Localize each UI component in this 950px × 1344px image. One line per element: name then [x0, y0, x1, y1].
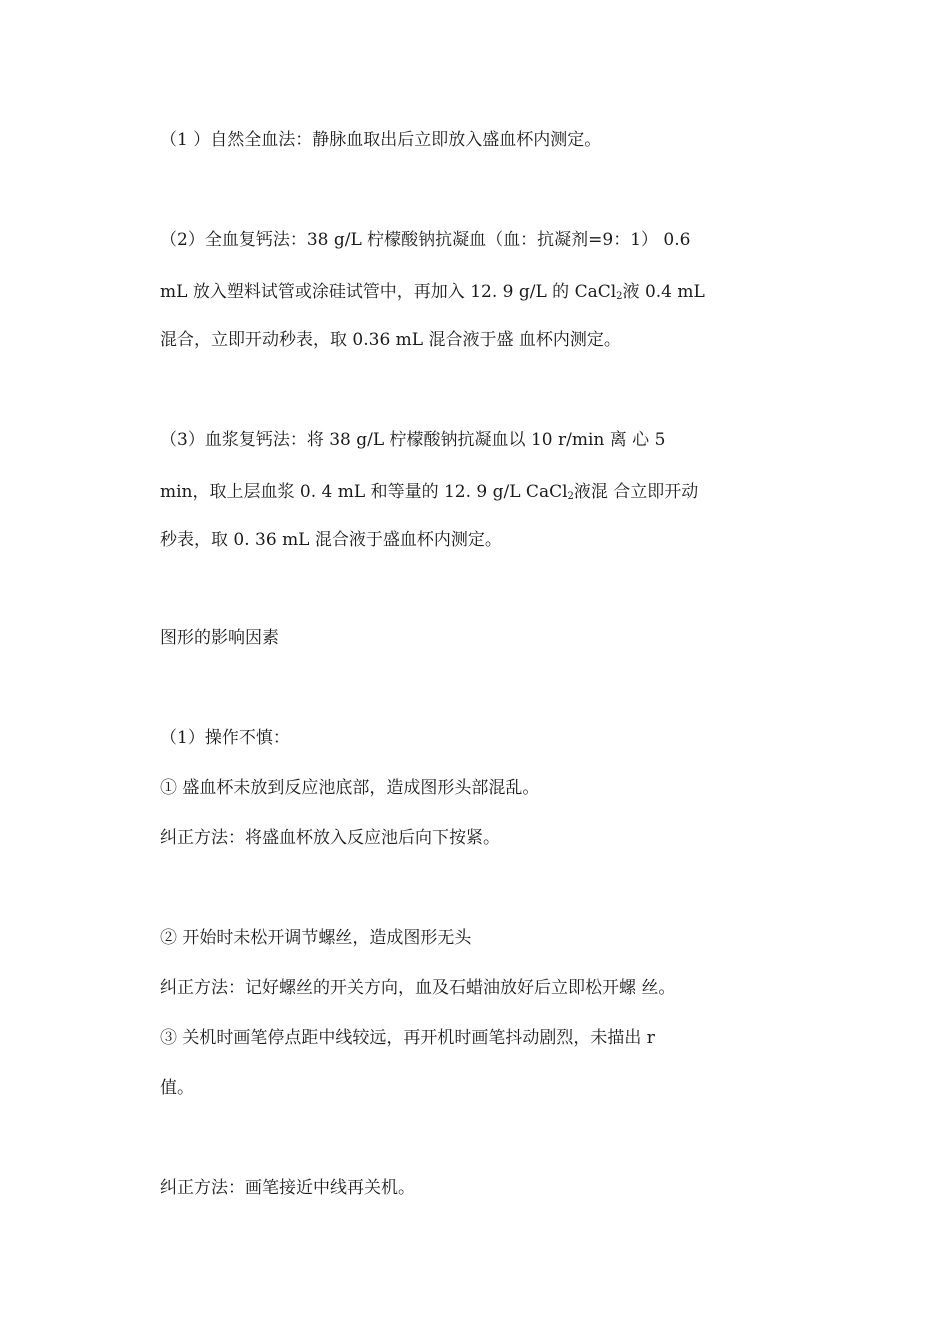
item-1-cup-not-bottom: ① 盛血杯未放到反应池底部，造成图形头部混乱。	[160, 778, 540, 798]
section-heading-influencing-factors: 图形的影响因素	[160, 628, 279, 648]
correction-1: 纠正方法：将盛血杯放入反应池后向下按紧。	[160, 828, 500, 848]
item-improper-operation: （1）操作不慎：	[160, 728, 290, 748]
paragraph-plasma-recalcification-line1: （3）血浆复钙法：将 38 g/L 柠檬酸钠抗凝血以 10 r/min 离 心 5	[160, 430, 666, 450]
item-3-continuation: 值。	[160, 1078, 194, 1098]
paragraph-whole-blood-recalcification-line2	[160, 280, 705, 309]
subscript-2: 2	[567, 491, 574, 502]
item-2-screw-not-loosened: ② 开始时未松开调节螺丝，造成图形无头	[160, 928, 472, 948]
correction-2: 纠正方法：记好螺丝的开关方向，血及石蜡油放好后立即松开螺 丝。	[160, 978, 676, 998]
correction-3: 纠正方法：画笔接近中线再关机。	[160, 1178, 415, 1198]
item-3-pen-stop-point: ③ 关机时画笔停点距中线较远，再开机时画笔抖动剧烈，未描出 r	[160, 1028, 655, 1048]
text-segment: mL 放入塑料试管或涂硅试管中，再加入 12. 9 g/L 的 CaCl	[160, 282, 617, 302]
paragraph-plasma-recalcification-line3: 秒表，取 0. 36 mL 混合液于盛血杯内测定。	[160, 530, 502, 550]
paragraph-whole-blood-recalcification-line1: （2）全血复钙法：38 g/L 柠檬酸钠抗凝血（血：抗凝剂=9：1） 0.6	[160, 230, 691, 250]
text-segment: min，取上层血浆 0. 4 mL 和等量的 12. 9 g/L CaCl	[160, 482, 568, 502]
paragraph-natural-whole-blood: （1 ）自然全血法：静脉血取出后立即放入盛血杯内测定。	[160, 130, 602, 150]
paragraph-plasma-recalcification-line2	[160, 480, 698, 509]
text-segment: 液 0.4 mL	[622, 282, 705, 302]
subscript-2: 2	[616, 291, 623, 302]
paragraph-whole-blood-recalcification-line3: 混合，立即开动秒表，取 0.36 mL 混合液于盛 血杯内测定。	[160, 330, 621, 350]
text-segment: 液混 合立即开动	[573, 482, 699, 502]
